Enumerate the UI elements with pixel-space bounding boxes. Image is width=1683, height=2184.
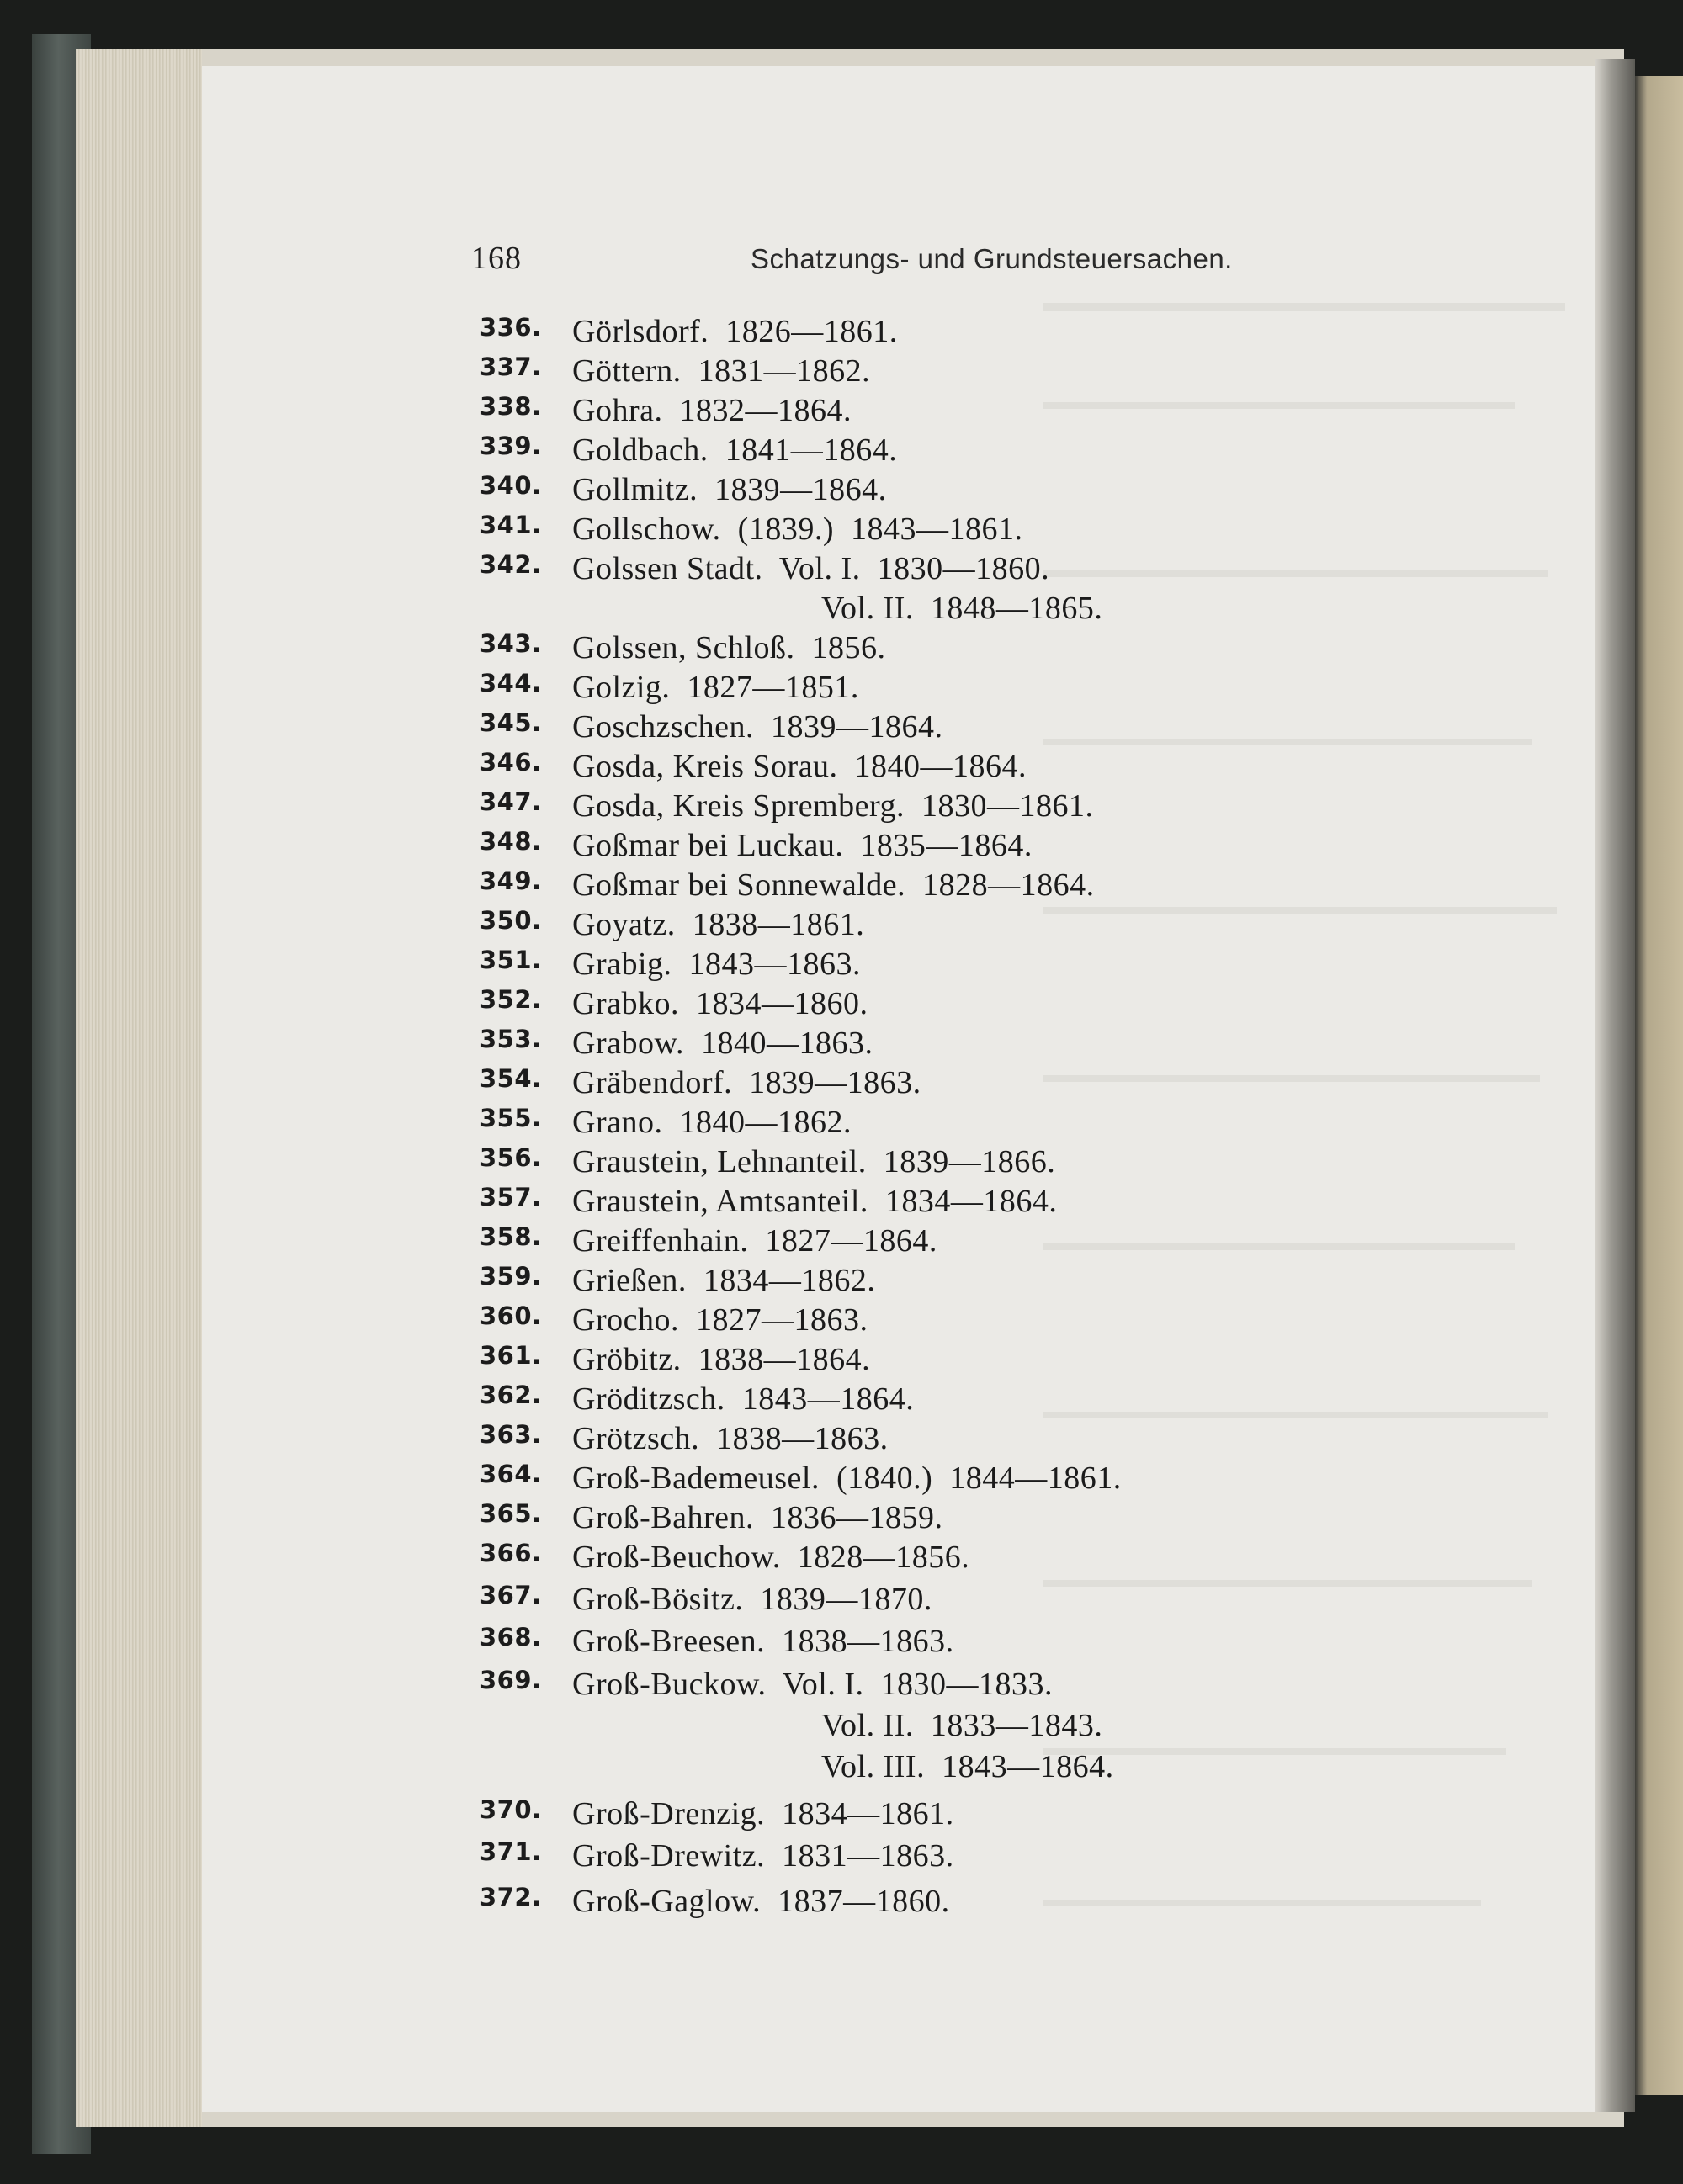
entry-number: 346. xyxy=(480,748,542,777)
list-item xyxy=(0,1499,1683,1541)
entry-text: Grießen. 1834—1862. xyxy=(572,1263,876,1298)
entry-number: 364. xyxy=(480,1460,542,1488)
entry-number: 340. xyxy=(480,471,542,500)
entry-number: 359. xyxy=(480,1262,542,1291)
entry-text: Groß-Breesen. 1838—1863. xyxy=(572,1624,954,1659)
entry-number: 357. xyxy=(480,1183,542,1211)
entry-number: 352. xyxy=(480,985,542,1014)
list-item xyxy=(0,946,1683,988)
entry-text: Groß-Gaglow. 1837—1860. xyxy=(572,1884,950,1919)
list-item xyxy=(0,1420,1683,1462)
list-item xyxy=(0,550,1683,592)
list-item xyxy=(0,1222,1683,1264)
entry-text: Gollschow. (1839.) 1843—1861. xyxy=(572,512,1023,547)
entry-number: 366. xyxy=(480,1539,542,1567)
list-item-continuation xyxy=(0,1707,1683,1749)
entry-number: 339. xyxy=(480,432,542,460)
entry-text: Goßmar bei Sonnewalde. 1828—1864. xyxy=(572,867,1095,903)
list-item xyxy=(0,1883,1683,1925)
entry-text: Gröbitz. 1838—1864. xyxy=(572,1342,871,1377)
entry-number: 361. xyxy=(480,1341,542,1370)
entry-text: Groß-Bademeusel. (1840.) 1844—1861. xyxy=(572,1460,1122,1496)
list-item xyxy=(0,1064,1683,1106)
list-item xyxy=(0,1795,1683,1837)
list-item xyxy=(0,1262,1683,1304)
list-item xyxy=(0,1539,1683,1581)
entry-text: Vol. III. 1843—1864. xyxy=(821,1749,1114,1784)
list-item xyxy=(0,787,1683,830)
entry-number: 358. xyxy=(480,1222,542,1251)
entry-number: 371. xyxy=(480,1837,542,1866)
entry-text: Görlsdorf. 1826—1861. xyxy=(572,314,898,349)
entry-number: 362. xyxy=(480,1381,542,1409)
entry-number: 343. xyxy=(480,629,542,658)
entry-text: Goyatz. 1838—1861. xyxy=(572,907,865,942)
entry-number: 349. xyxy=(480,867,542,895)
entry-text: Göttern. 1831—1862. xyxy=(572,353,871,389)
entry-number: 370. xyxy=(480,1795,542,1824)
list-item xyxy=(0,1381,1683,1423)
entry-text: Grabow. 1840—1863. xyxy=(572,1026,873,1061)
entry-number: 348. xyxy=(480,827,542,856)
list-item xyxy=(0,629,1683,671)
entry-number: 356. xyxy=(480,1143,542,1172)
entry-number: 350. xyxy=(480,906,542,935)
entry-text: Grabig. 1843—1863. xyxy=(572,946,862,982)
entry-text: Graustein, Lehnanteil. 1839—1866. xyxy=(572,1144,1056,1179)
entry-number: 363. xyxy=(480,1420,542,1449)
list-item xyxy=(0,1143,1683,1185)
list-item xyxy=(0,1104,1683,1146)
list-item xyxy=(0,906,1683,948)
entry-text: Vol. II. 1848—1865. xyxy=(821,591,1103,626)
list-item xyxy=(0,1025,1683,1067)
entry-number: 338. xyxy=(480,392,542,421)
list-item xyxy=(0,985,1683,1027)
running-title: Schatzungs- und Grundsteuersachen. xyxy=(751,243,1233,274)
entry-text: Groß-Beuchow. 1828—1856. xyxy=(572,1540,970,1575)
entry-text: Vol. II. 1833—1843. xyxy=(821,1708,1103,1743)
list-item xyxy=(0,1183,1683,1225)
list-item xyxy=(0,511,1683,553)
list-item xyxy=(0,392,1683,434)
entry-number: 347. xyxy=(480,787,542,816)
entry-number: 355. xyxy=(480,1104,542,1132)
entry-text: Groß-Drenzig. 1834—1861. xyxy=(572,1796,954,1831)
list-item xyxy=(0,1623,1683,1665)
entry-text: Gollmitz. 1839—1864. xyxy=(572,472,887,507)
entry-text: Gosda, Kreis Sorau. 1840—1864. xyxy=(572,749,1027,784)
entry-text: Golssen, Schloß. 1856. xyxy=(572,630,886,665)
list-item xyxy=(0,669,1683,711)
page-number: 168 xyxy=(471,241,522,276)
entry-text: Groß-Bahren. 1836—1859. xyxy=(572,1500,943,1535)
entry-text: Grötzsch. 1838—1863. xyxy=(572,1421,889,1456)
entry-text: Gräbendorf. 1839—1863. xyxy=(572,1065,921,1100)
list-item xyxy=(0,708,1683,750)
entry-text: Gohra. 1832—1864. xyxy=(572,393,852,428)
entry-text: Grocho. 1827—1863. xyxy=(572,1302,868,1338)
list-item xyxy=(0,748,1683,790)
entry-text: Golzig. 1827—1851. xyxy=(572,670,859,705)
entry-text: Graustein, Amtsanteil. 1834—1864. xyxy=(572,1184,1058,1219)
entry-text: Grabko. 1834—1860. xyxy=(572,986,868,1021)
entry-text: Goldbach. 1841—1864. xyxy=(572,432,898,468)
entry-number: 337. xyxy=(480,353,542,381)
entry-number: 365. xyxy=(480,1499,542,1528)
entry-number: 369. xyxy=(480,1666,542,1694)
list-item xyxy=(0,1301,1683,1344)
list-item xyxy=(0,1837,1683,1879)
entry-text: Greiffenhain. 1827—1864. xyxy=(572,1223,937,1259)
entry-number: 341. xyxy=(480,511,542,539)
entry-number: 354. xyxy=(480,1064,542,1093)
entry-text: Grano. 1840—1862. xyxy=(572,1105,852,1140)
entry-text: Goschzschen. 1839—1864. xyxy=(572,709,943,745)
list-item xyxy=(0,1460,1683,1502)
list-item xyxy=(0,471,1683,513)
entry-text: Goßmar bei Luckau. 1835—1864. xyxy=(572,828,1033,863)
list-item xyxy=(0,1581,1683,1623)
entry-number: 342. xyxy=(480,550,542,579)
entry-number: 367. xyxy=(480,1581,542,1609)
list-item xyxy=(0,1341,1683,1383)
list-item xyxy=(0,313,1683,355)
entry-number: 372. xyxy=(480,1883,542,1911)
list-item xyxy=(0,827,1683,869)
entry-text: Gröditzsch. 1843—1864. xyxy=(572,1381,915,1417)
entry-number: 336. xyxy=(480,313,542,342)
entry-number: 353. xyxy=(480,1025,542,1053)
entry-text: Groß-Drewitz. 1831—1863. xyxy=(572,1838,954,1874)
entry-number: 351. xyxy=(480,946,542,974)
entry-text: Groß-Bösitz. 1839—1870. xyxy=(572,1582,932,1617)
list-item-continuation xyxy=(0,1748,1683,1790)
list-item xyxy=(0,1666,1683,1708)
entry-number: 345. xyxy=(480,708,542,737)
entry-number: 360. xyxy=(480,1301,542,1330)
entry-text: Groß-Buckow. Vol. I. 1830—1833. xyxy=(572,1667,1054,1702)
list-item-continuation xyxy=(0,590,1683,632)
entry-number: 368. xyxy=(480,1623,542,1651)
entry-text: Golssen Stadt. Vol. I. 1830—1860. xyxy=(572,551,1050,586)
list-item xyxy=(0,353,1683,395)
entry-text: Gosda, Kreis Spremberg. 1830—1861. xyxy=(572,788,1094,824)
entry-number: 344. xyxy=(480,669,542,697)
list-item xyxy=(0,867,1683,909)
list-item xyxy=(0,432,1683,474)
